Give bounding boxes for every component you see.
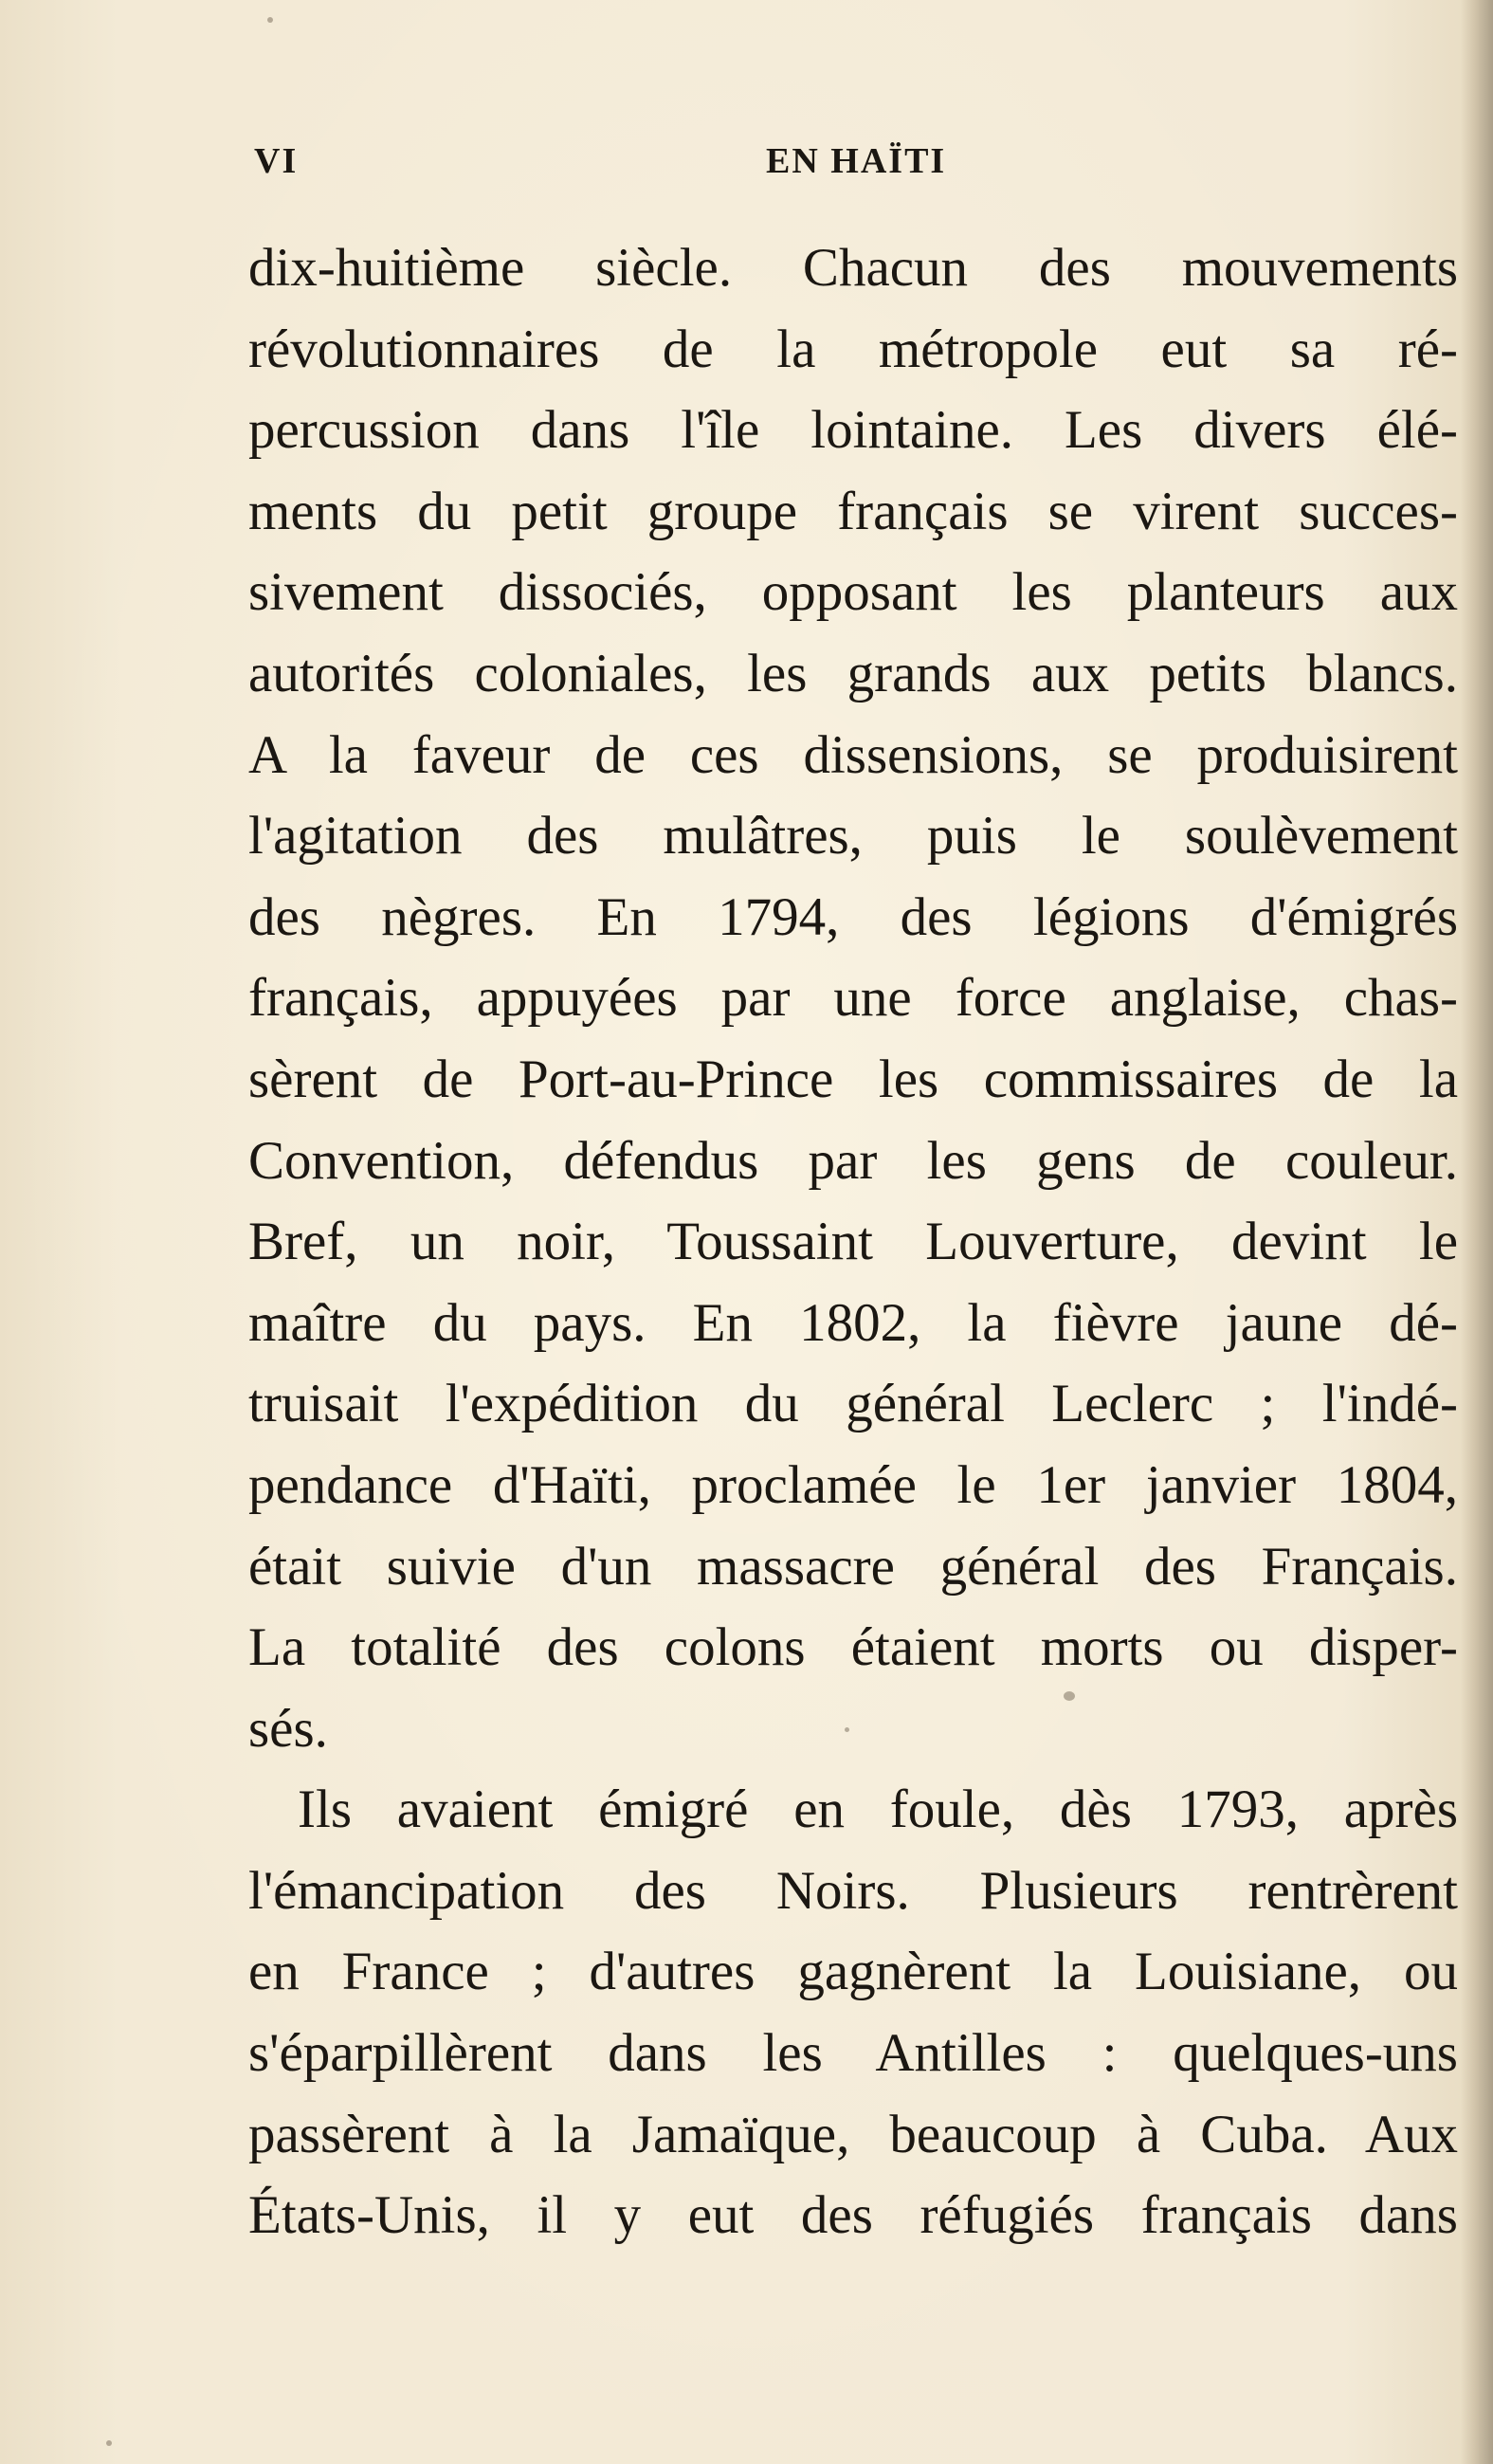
- text-line: français, appuyées par une force anglaise, chas-: [248, 968, 1458, 1029]
- paragraph-end-line: sés.: [248, 1698, 328, 1759]
- text-line: truisait l'expédition du général Leclerc ; l'indé-: [248, 1374, 1458, 1434]
- running-head: [254, 140, 1450, 197]
- paper-speck: [1064, 1691, 1075, 1701]
- text-line: percussion dans l'île lointaine. Les divers élé-: [248, 400, 1458, 461]
- text-line: dix-huitième siècle. Chacun des mouvements: [248, 238, 1458, 298]
- page-edge-shadow: [1461, 0, 1493, 2464]
- paragraph-start-line: Ils avaient émigré en foule, dès 1793, après: [298, 1780, 1458, 1840]
- text-line: était suivie d'un massacre général des Français.: [248, 1536, 1458, 1597]
- text-line: autorités coloniales, les grands aux petits blancs.: [248, 643, 1458, 703]
- paper-speck: [845, 1727, 849, 1732]
- text-line: La totalité des colons étaient morts ou disper-: [248, 1617, 1458, 1678]
- text-line: l'agitation des mulâtres, puis le soulèvement: [248, 806, 1458, 867]
- page-number: VI: [254, 141, 299, 181]
- text-line: révolutionnaires de la métropole eut sa ré-: [248, 319, 1458, 379]
- text-line: passèrent à la Jamaïque, beaucoup à Cuba. Aux: [248, 2104, 1458, 2164]
- text-line: A la faveur de ces dissensions, se produisirent: [248, 724, 1458, 785]
- text-line: Bref, un noir, Toussaint Louverture, devint le: [248, 1212, 1458, 1272]
- text-line: l'émancipation des Noirs. Plusieurs rentrèrent: [248, 1860, 1458, 1921]
- text-line: maître du pays. En 1802, la fièvre jaune dé-: [248, 1292, 1458, 1353]
- text-line: pendance d'Haïti, proclamée le 1er janvier 1804,: [248, 1454, 1458, 1515]
- text-line: s'éparpillèrent dans les Antilles : quelques-uns: [248, 2023, 1458, 2084]
- text-line: sivement dissociés, opposant les planteurs aux: [248, 562, 1458, 623]
- text-line: en France ; d'autres gagnèrent la Louisiane, ou: [248, 1942, 1458, 2002]
- text-line: États-Unis, il y eut des réfugiés français dans: [248, 2185, 1458, 2246]
- text-line: Convention, défendus par les gens de couleur.: [248, 1130, 1458, 1191]
- text-line: ments du petit groupe français se virent succes-: [248, 481, 1458, 541]
- text-line: des nègres. En 1794, des légions d'émigrés: [248, 886, 1458, 947]
- body-text: [248, 228, 1458, 2256]
- paper-speck: [267, 17, 273, 23]
- paper-speck: [106, 2440, 112, 2446]
- running-title: EN HAÏTI: [766, 141, 947, 181]
- text-line: sèrent de Port-au-Prince les commissaires de la: [248, 1049, 1458, 1109]
